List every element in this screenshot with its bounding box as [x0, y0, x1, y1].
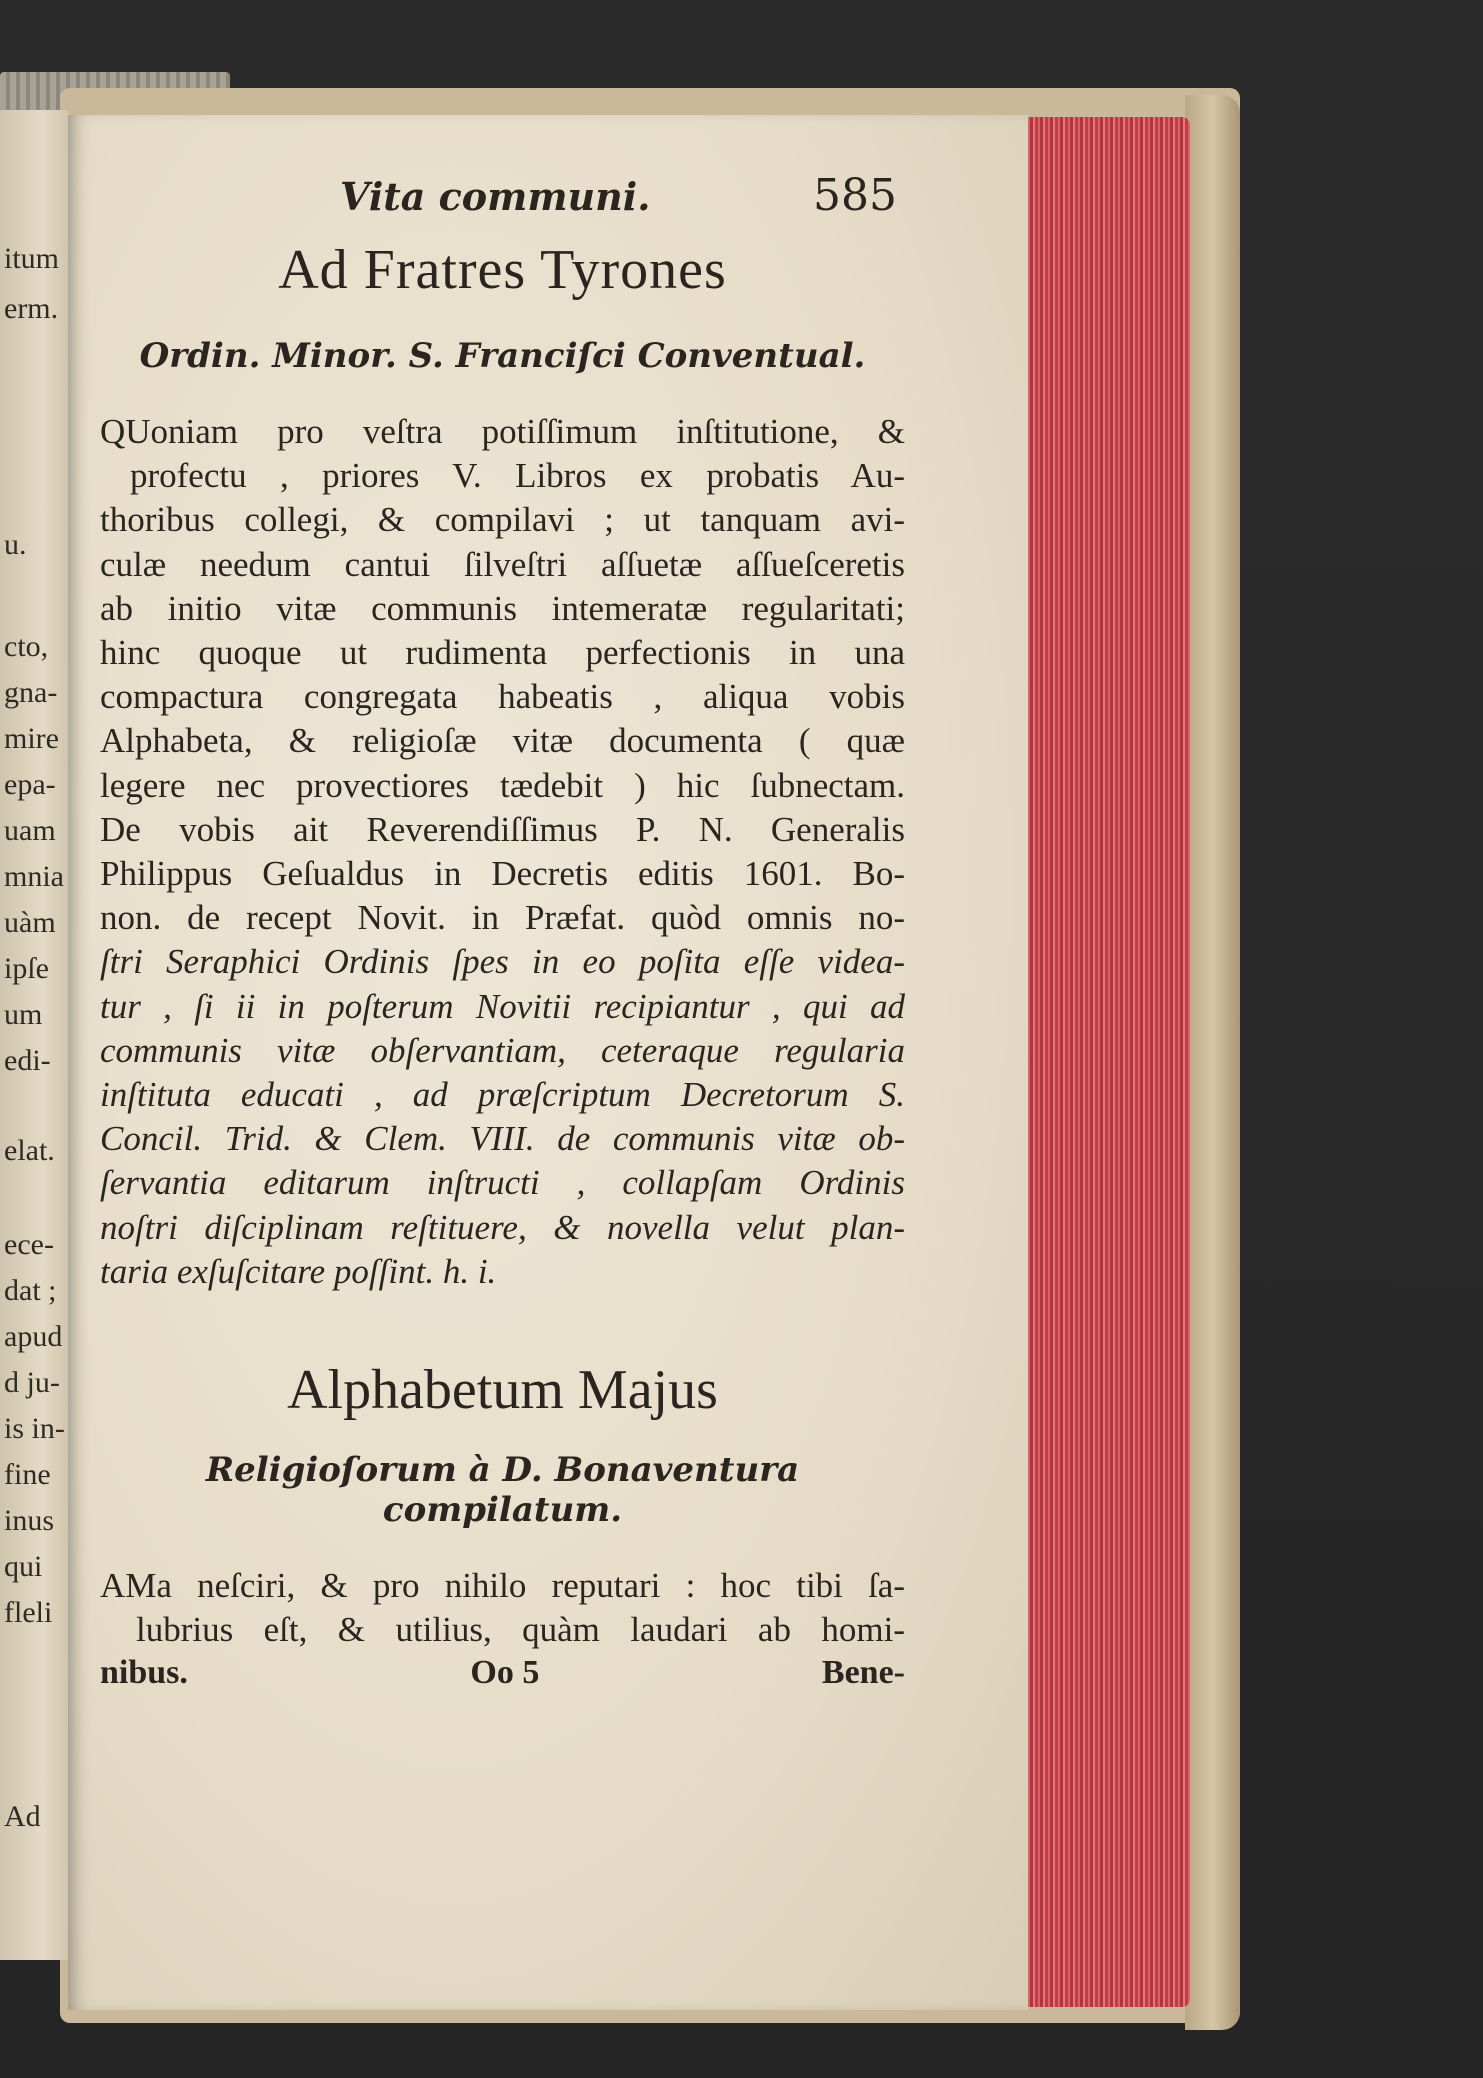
left-fragment: erm. [4, 292, 59, 325]
left-fragment: Ad [4, 1800, 41, 1833]
text-line: AMa neſciri, & pro nihilo reputari : hoc tibi ſa- [100, 1566, 905, 1606]
left-fragment: qui [4, 1550, 43, 1583]
page-footer [100, 1654, 905, 1692]
text-line: noſtri diſciplinam reſtituere, & novella velut plan- [100, 1207, 905, 1247]
left-fragment: ece- [4, 1228, 54, 1261]
page-edges-red [1015, 117, 1190, 2007]
running-title: Vita communi. [340, 174, 651, 219]
section-heading: Ad Fratres Tyrones [278, 239, 727, 301]
left-fragment: fleli [4, 1596, 53, 1629]
left-fragment: mire [4, 722, 59, 755]
left-fragment: dat ; [4, 1274, 57, 1307]
left-fragment: uam [4, 814, 56, 847]
text-line: hinc quoque ut rudimenta perfectionis in una [100, 633, 905, 673]
left-fragment: is in- [4, 1412, 65, 1445]
text-line: Philippus Geſualdus in Decretis editis 1601. Bo- [100, 854, 905, 894]
left-fragment: itum [4, 242, 60, 275]
text-line: De vobis ait Reverendiſſimus P. N. Generalis [100, 809, 905, 849]
text-line: culæ needum cantui ſilveſtri aſſuetæ aſſueſceretis [100, 544, 905, 584]
left-fragment: inus [4, 1504, 55, 1537]
body-paragraph-2 [100, 1564, 905, 1652]
signature-mark: Oo 5 [470, 1654, 540, 1692]
text-line: ſtri Seraphici Ordinis ſpes in eo poſita eſſe videa- [100, 942, 905, 982]
text-line: tur , ſi ii in poſterum Novitii recipiantur , qui ad [100, 986, 905, 1026]
left-fragment: gna- [4, 676, 58, 709]
left-fragment: apud [4, 1320, 63, 1353]
left-fragment: uàm [4, 906, 56, 939]
left-fragment: epa- [4, 768, 56, 801]
book-board-edge [1185, 95, 1240, 2030]
left-fragment: elat. [4, 1134, 55, 1167]
section-heading-2: Alphabetum Majus [287, 1359, 718, 1422]
text-line: inſtituta educati , ad præſcriptum Decretorum S. [100, 1075, 905, 1115]
page-number: 585 [813, 170, 897, 221]
text-line: thoribus collegi, & compilavi ; ut tanquam avi- [100, 500, 905, 540]
left-fragment: u. [4, 528, 27, 561]
text-line: legere nec provectiores tædebit ) hic ſubnectam. [100, 765, 905, 805]
section-subheading-2: Religioſorum à D. Bonaventura compilatum. [205, 1450, 800, 1531]
left-fragment: edi- [4, 1044, 51, 1077]
text-line: ſervantia editarum inſtructi , collapſam Ordinis [100, 1163, 905, 1203]
text-line: lubrius eſt, & utilius, quàm laudari ab homi- [136, 1610, 905, 1650]
text-line: Concil. Trid. & Clem. VIII. de communis vitæ ob- [100, 1119, 905, 1159]
text-line: profectu , priores V. Libros ex probatis Au- [130, 456, 905, 496]
text-line: compactura congregata habeatis , aliqua vobis [100, 677, 905, 717]
footer-last-word: nibus. [100, 1654, 188, 1692]
body-paragraph [100, 410, 905, 1294]
left-fragment: d ju- [4, 1366, 60, 1399]
left-fragment: um [4, 998, 43, 1031]
left-facing-page [0, 110, 70, 1960]
text-line: ab initio vitæ communis intemeratæ regularitati; [100, 588, 905, 628]
running-head [100, 170, 905, 230]
left-fragment: fine [4, 1458, 51, 1491]
section-subheading: Ordin. Minor. S. Franciſci Conventual. [139, 336, 866, 376]
catchword: Bene- [821, 1654, 905, 1692]
text-line: communis vitæ obſervantiam, ceteraque regularia [100, 1030, 905, 1070]
left-fragment: cto, [4, 630, 49, 663]
left-fragment: ipſe [4, 952, 49, 985]
text-line: QUoniam pro veſtra potiſſimum inſtitutione, & [100, 412, 905, 451]
page-content [100, 170, 905, 1692]
left-fragment: mnia [4, 860, 64, 893]
text-line: taria exſuſcitare poſſint. h. i. [100, 1251, 497, 1291]
text-line: Alphabeta, & religioſæ vitæ documenta ( quæ [100, 721, 905, 761]
text-line: non. de recept Novit. in Præfat. quòd omnis no- [100, 898, 905, 938]
